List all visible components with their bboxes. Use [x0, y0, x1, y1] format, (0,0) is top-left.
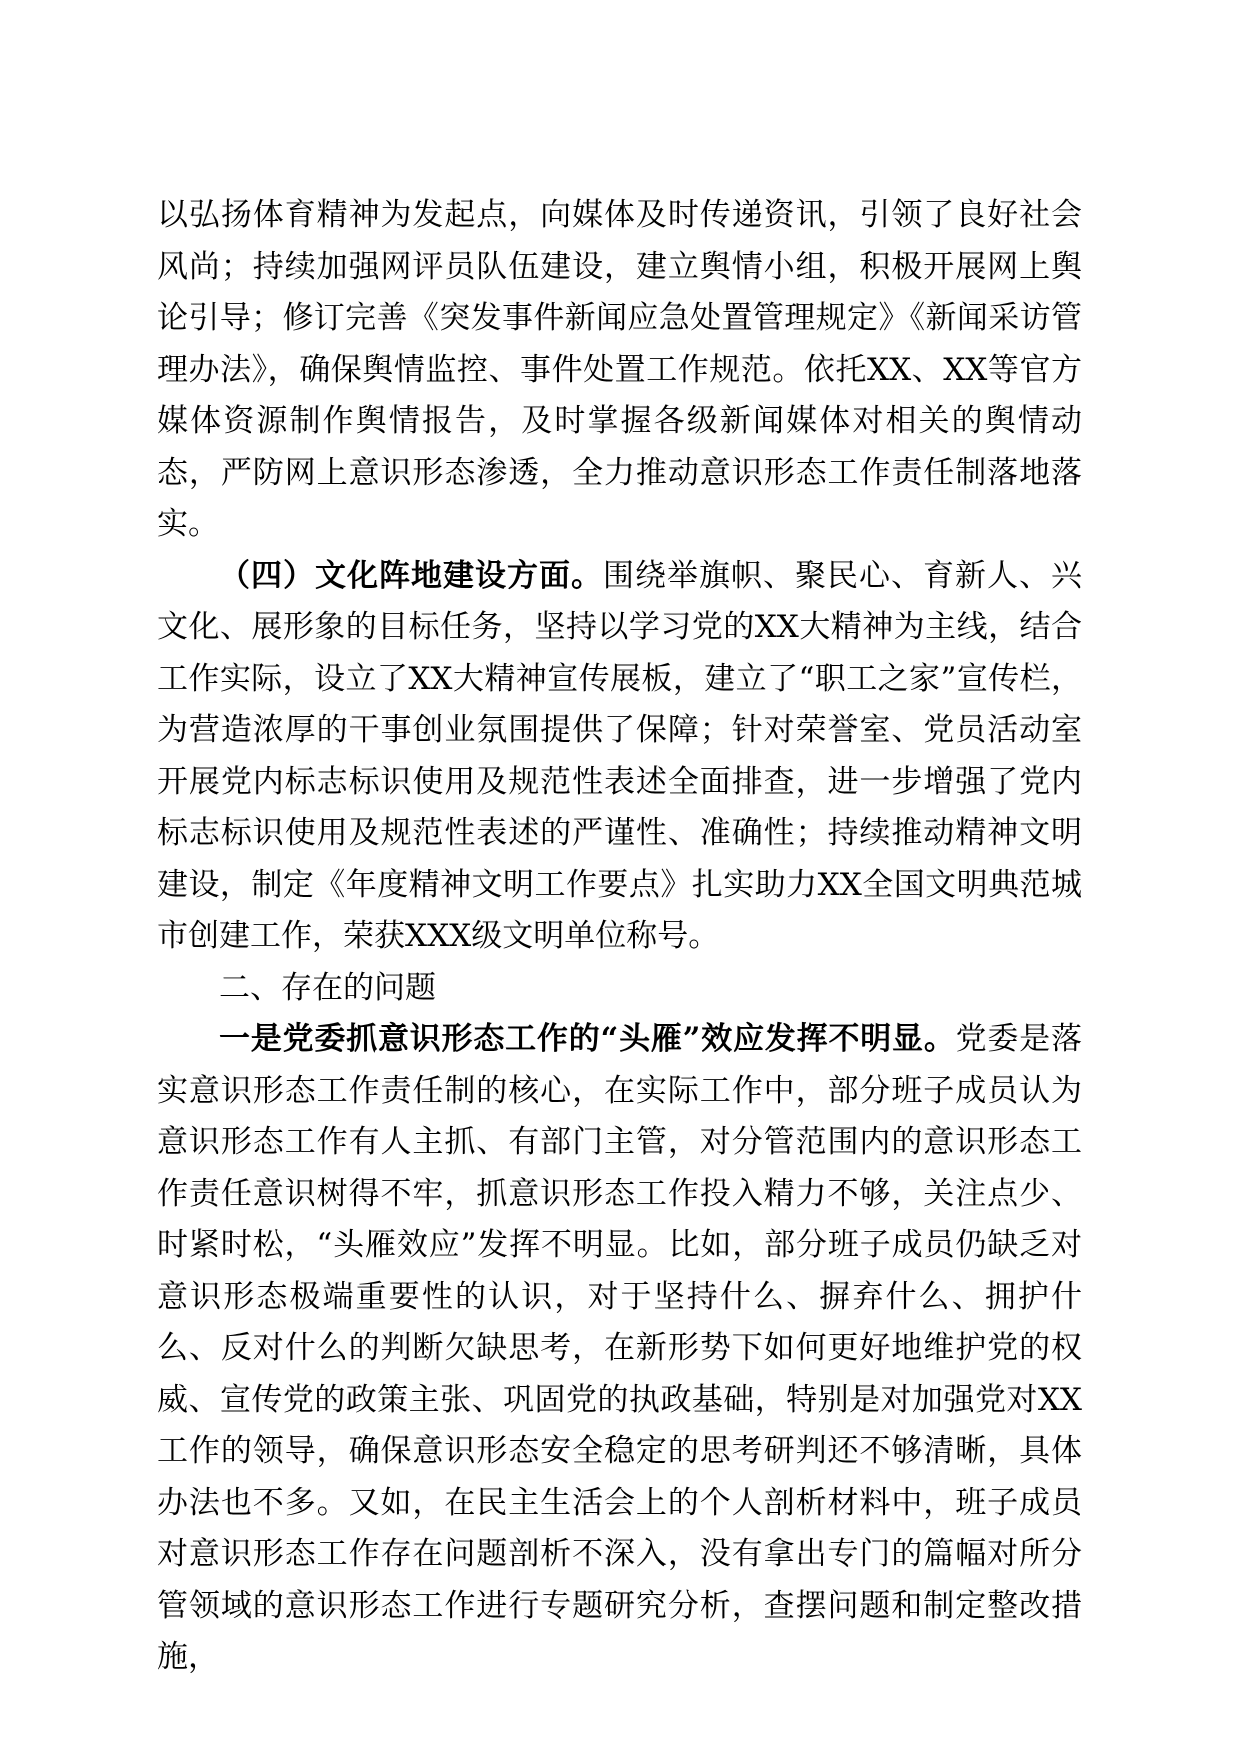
section-four-heading: （四）文化阵地建设方面。 [219, 557, 603, 594]
problem-one-heading: 一是党委抓意识形态工作的“头雁”效应发挥不明显。 [219, 1021, 956, 1057]
problem-one-paragraph [157, 1014, 1082, 1684]
section-four-paragraph [157, 551, 1082, 963]
problem-one-body: 党委是落实意识形态工作责任制的核心，在实际工作中，部分班子成员认为意识形态工作有人主抓、有部门主管，对分管范围内的意识形态工作责任意识树得不牢，抓意识形态工作投入精力不够，关注点少、时紧时松，“头雁效应”发挥不明显。比如，部分班子成员仍缺乏对意识形态极端重要性的认识，对于坚持什么、摒弃什么、拥护什么、反对什么的判断欠缺思考，在新形势下如何更好地维护党的权威、宣传党的政策主张、巩固党的执政基础，特别是对加强党对XX工作的领导，确保意识形态安全稳定的思考研判还不够清晰，具体办法也不多。又如，在民主生活会上的个人剖析材料中，班子成员对意识形态工作存在问题剖析不深入，没有拿出专门的篇幅对所分管领域的意识形态工作进行专题研究分析，查摆问题和制定整改措施， [157, 1021, 1082, 1675]
section-four-body: 围绕举旗帜、聚民心、育新人、兴文化、展形象的目标任务，坚持以学习党的XX大精神为主线，结合工作实际，设立了XX大精神宣传展板，建立了“职工之家”宣传栏，为营造浓厚的干事创业氛围提供了保障；针对荣誉室、党员活动室开展党内标志标识使用及规范性表述全面排查，进一步增强了党内标志标识使用及规范性表述的严谨性、准确性；持续推动精神文明建设，制定《年度精神文明工作要点》扎实助力XX全国文明典范城市创建工作，荣获XXX级文明单位称号。 [157, 557, 1082, 954]
document-body [157, 190, 1082, 1684]
continuation-paragraph: 以弘扬体育精神为发起点，向媒体及时传递资讯，引领了良好社会风尚；持续加强网评员队伍建设，建立舆情小组，积极开展网上舆论引导；修订完善《突发事件新闻应急处置管理规定》《新闻采访管理办法》，确保舆情监控、事件处置工作规范。依托XX、XX等官方媒体资源制作舆情报告，及时掌握各级新闻媒体对相关的舆情动态，严防网上意识形态渗透，全力推动意识形态工作责任制落地落实。 [157, 197, 1082, 542]
part-two-heading: 二、存在的问题 [219, 969, 436, 1006]
